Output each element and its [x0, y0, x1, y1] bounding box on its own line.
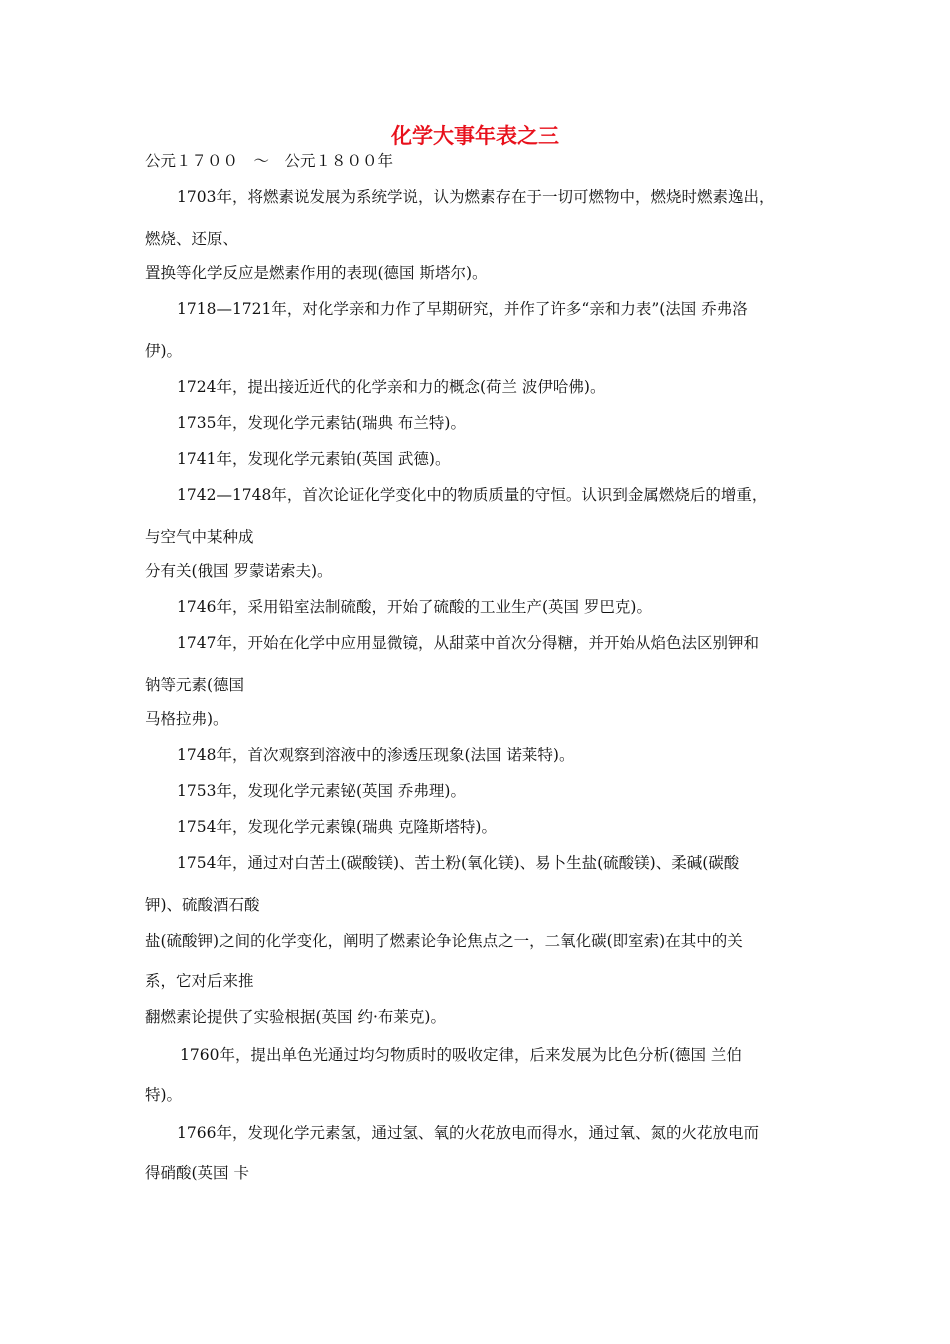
text-line: 1742—1748年，首次论证化学变化中的物质质量的守恒。认识到金属燃烧后的增重，: [177, 486, 768, 504]
text-line: 钾)、硫酸酒石酸: [145, 896, 260, 914]
text-line: 得硝酸(英国 卡: [145, 1164, 249, 1182]
document-title: 化学大事年表之三: [391, 123, 559, 148]
text-line: 钠等元素(德国: [145, 676, 245, 694]
text-line: 1760年，提出单色光通过均匀物质时的吸收定律，后来发展为比色分析(德国 兰伯: [180, 1046, 742, 1064]
text-line: 1754年，通过对白苦土(碳酸镁)、苦土粉(氧化镁)、易卜生盐(硫酸镁)、柔碱(碳酸: [177, 854, 740, 872]
text-line: 1747年，开始在化学中应用显微镜，从甜菜中首次分得糖，并开始从焰色法区别钾和: [177, 634, 759, 652]
text-line: 1753年，发现化学元素铋(英国 乔弗理)。: [177, 782, 466, 800]
text-line: 1746年，采用铅室法制硫酸，开始了硫酸的工业生产(英国 罗巴克)。: [177, 598, 652, 616]
text-line: 分有关(俄国 罗蒙诺索夫)。: [145, 562, 333, 580]
text-line: 马格拉弗)。: [145, 710, 229, 728]
text-line: 1766年，发现化学元素氢，通过氢、氧的火花放电而得水，通过氧、氮的火花放电而: [177, 1124, 759, 1142]
text-line: 1748年，首次观察到溶液中的渗透压现象(法国 诺莱特)。: [177, 746, 575, 764]
text-line: 燃烧、还原、: [145, 230, 239, 248]
text-line: 1735年，发现化学元素钴(瑞典 布兰特)。: [177, 414, 466, 432]
text-line: 置换等化学反应是燃素作用的表现(德国 斯塔尔)。: [145, 264, 488, 282]
text-line: 伊)。: [145, 342, 183, 360]
text-line: 1724年，提出接近近代的化学亲和力的概念(荷兰 波伊哈佛)。: [177, 378, 606, 396]
date-range-line: 公元１７００ ～ 公元１８００年: [145, 152, 394, 170]
text-line: 1754年，发现化学元素镍(瑞典 克隆斯塔特)。: [177, 818, 497, 836]
text-line: 1741年，发现化学元素铂(英国 武德)。: [177, 450, 451, 468]
text-line: 系，它对后来推: [145, 972, 254, 990]
text-line: 盐(硫酸钾)之间的化学变化，阐明了燃素论争论焦点之一，二氧化碳(即室索)在其中的关: [145, 932, 743, 950]
text-line: 翻燃素论提供了实验根据(英国 约·布莱克)。: [145, 1008, 446, 1026]
text-line: 1718—1721年，对化学亲和力作了早期研究，并作了许多“亲和力表”(法国 乔弗洛: [177, 300, 748, 318]
text-line: 1703年，将燃素说发展为系统学说，认为燃素存在于一切可燃物中，燃烧时燃素逸出，: [177, 188, 775, 206]
text-line: 特)。: [145, 1086, 183, 1104]
text-line: 与空气中某种成: [145, 528, 254, 546]
